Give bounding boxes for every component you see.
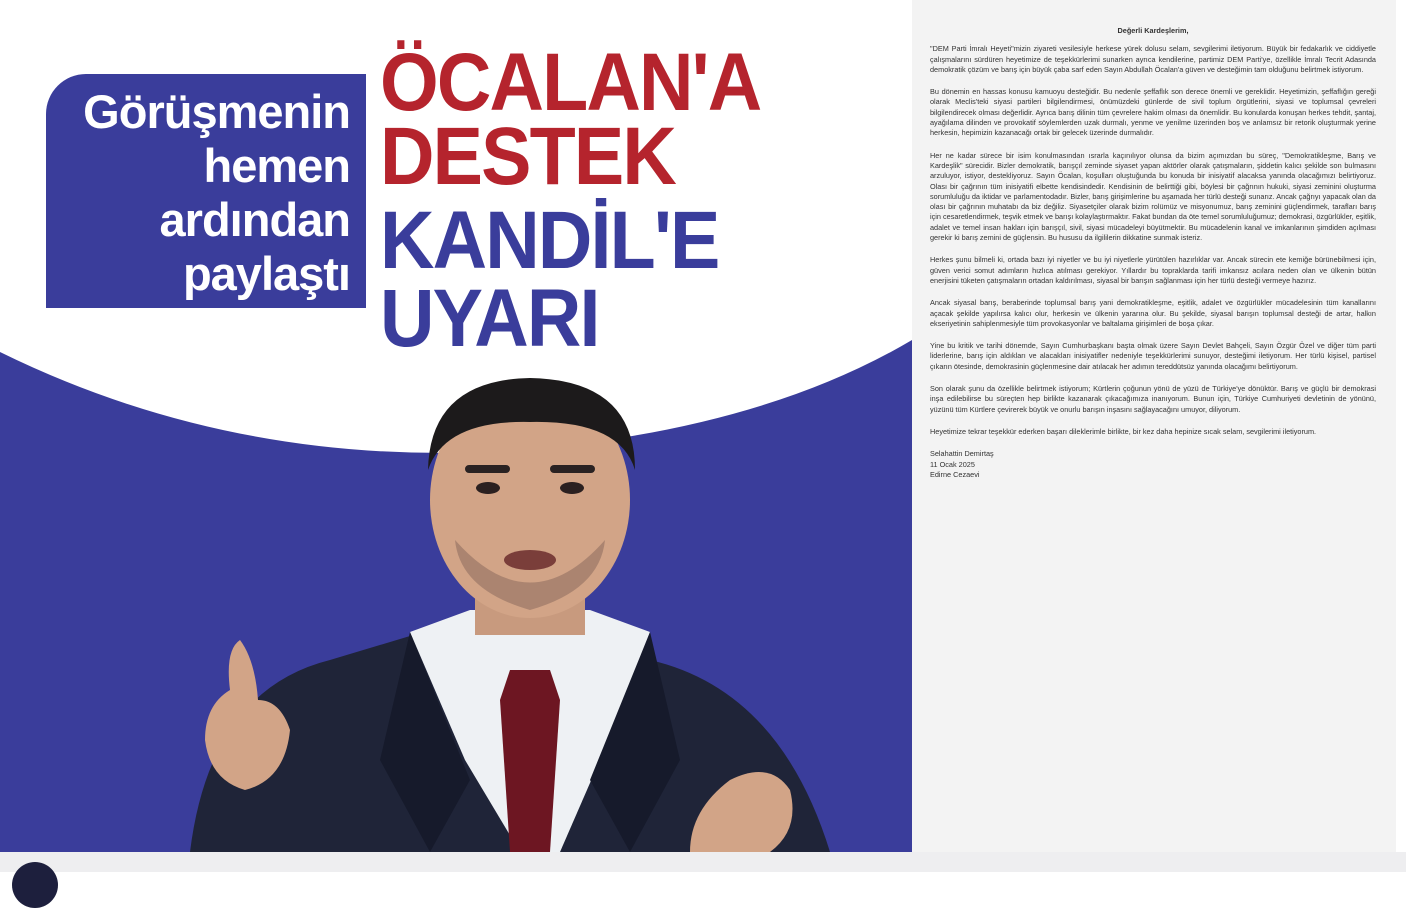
subheading-box bbox=[46, 74, 366, 308]
letter-paragraph: "DEM Parti İmralı Heyeti"mizin ziyareti vesilesiyle herkese yürek dolusu selam, sevgilerimi iletiyorum. Büyük bir fedakarlık ve ciddiyetle çalışmalarını sürdüren heyetimize de teşekkürlerimi sunarken ayrıca kendilerine, partimiz DEM Parti'ye, özellikle İmralı Tecrit Adasında demokratik çözüm ve barış için büyük çaba sarf eden Sayın Abdullah Öcalan'a güven ve desteğimin tam olduğunu belirtmek istiyorum. bbox=[930, 44, 1376, 74]
letter-paragraph: Yine bu kritik ve tarihi dönemde, Sayın Cumhurbaşkanı başta olmak üzere Sayın Devlet Bahçeli, Sayın Özgür Özel ve diğer tüm parti liderlerine, barış için aldıkları ve alacakları inisiyatifler nedeniyle teşekkürlerimi sunuyor, desteğimi iletiyorum. Her türlü kişisel, partisel çıkarın ötesinde, demokrasinin güçlenmesine dair atılacak her adımın tereddütsüz yanında olacağımı belirtiyorum. bbox=[930, 341, 1376, 371]
letter-panel bbox=[912, 0, 1396, 852]
letter-greeting: Değerli Kardeşlerim, bbox=[1117, 26, 1189, 35]
letter-paragraph: Herkes şunu bilmeli ki, ortada bazı iyi niyetler ve bu iyi niyetlerle yürütülen hazırlıklar var. Ancak sürecin ete kemiğe bürünebilmesi için, güven verici somut adımların hızlıca atılması gerekiyor. Yıllardır bu topraklarda tarifi imkansız acılara neden olan ve ülkenin bütün enerjisini tüketen çatışmaların ortadan kaldırılması, siyasal bir barışın sağlanması için her türlü desteği vermeye hazırız. bbox=[930, 255, 1376, 285]
subheading-line: ardından bbox=[159, 193, 350, 246]
signature-place: Edirne Cezaevi bbox=[930, 469, 980, 479]
headline-line-2: DESTEK bbox=[380, 111, 675, 202]
bottom-bar bbox=[0, 852, 1406, 872]
headline-line-3: KANDİL'E bbox=[380, 195, 719, 286]
letter-paragraph: Bu dönemin en hassas konusu kamuoyu desteğidir. Bu nedenle şeffaflık son derece önemli ve gereklidir. Heyetimizin, şeffaflığın gereği olarak Meclis'teki siyasi partileri bilgilendirmesi, önümüzdeki günlerde de sivil toplum örgütlerini, siyasi ve toplumsal çevreleri bilgilendirecek olması değerlidir. Ayrıca barış dilinin tüm çevrelere hakim olması da önemlidir. Bu konularda konuşan herkes tehdit, şantaj, ayağılama dilinden ve provokatif söylemlerden uzak durmalı, yenme ve yenilme üzerinden boş ve anlamsız bir retorik oluşturmak yerine herkesin, hepimizin kazanacağı ortak bir gelecek üzerinde durmalıdır. bbox=[930, 87, 1376, 138]
letter-paragraph: Her ne kadar sürece bir isim konulmasından ısrarla kaçınılıyor olunsa da bizim açımızdan bu süreç, "Demokratikleşme, Barış ve Kardeşlik" sürecidir. Bizler demokratik, barışçıl zeminde siyaset yapan aktörler olarak çatışmaların, şiddetin kalıcı şekilde son bulmasını arzuluyor, istiyor, destekliyoruz. Sayın Öcalan, koşulları oluştuğunda bu konuda bir inisiyatif alacaksa yanında olacağımızı belirtiyoruz. Olası bir çağrının tüm inisiyatifi elbette kendisindedir. Kendisinin de belirttiği gibi, böylesi bir çağrının hukuki, siyasi zeminini oluşturma sorumluluğu da iktidar ve parlamentodadır. Bizler, barış girişimlerine bu aşamada her türlü desteği sunarız. Ancak çağrıyı yapacak olan da olası bir çağrının muhatabı da biz değiliz. Siyasetçiler olarak bizim rolümüz ve misyonumuz, barış zeminini güçlendirmek, tarafları barış için cesaretlendirmek, teşvik etmek ve barışı kolaylaştırmaktır. Fakat bundan da öte temel sorumluluğumuz; demokrasi, özgürlükler, eşitlik, adalet ve temel insan hakları için barışçıl, sivil, siyasi mücadeleyi büyütmektir. Bu mücadelenin kanal ve imkanlarının şimdiden açılması gerekir ki barış zemini de güçlensin. Bu hususu da ilgililerin dikkatine sunmak isteriz. bbox=[930, 150, 1376, 243]
signature-date: 11 Ocak 2025 bbox=[930, 459, 975, 469]
subheading-line: Görüşmenin bbox=[83, 85, 350, 138]
headline-line-1: ÖCALAN'A bbox=[380, 37, 761, 128]
avatar[interactable] bbox=[12, 862, 58, 908]
letter-paragraph: Son olarak şunu da özellikle belirtmek istiyorum; Kürtlerin çoğunun yönü de yüzü de Türkiye'ye dönüktür. Barış ve güçlü bir demokrasi inşa edilebilirse bu süreçten hep birlikte kazanarak çıkacağımıza inanıyorum. Bunun için, Türkiye Cumhuriyeti devletinin de yönünü, yüzünü tüm Kürtlere çevirerek büyük ve onurlu barışın inşasını sağlayacağını umuyor, diliyorum. bbox=[930, 384, 1376, 414]
letter-signature bbox=[930, 449, 1376, 480]
subheading-line: hemen bbox=[203, 139, 350, 192]
letter-paragraph: Heyetimize tekrar teşekkür ederken başarı dileklerimle birlikte, bir kez daha hepinize sıcak selam, sevgilerimi iletiyorum. bbox=[930, 426, 1317, 436]
headline-line-4: UYARI bbox=[380, 273, 599, 364]
speaker-portrait-photo bbox=[130, 360, 890, 852]
signature-name: Selahattin Demirtaş bbox=[930, 449, 994, 459]
letter-body bbox=[930, 26, 1376, 480]
subheading-line: paylaştı bbox=[182, 247, 350, 300]
letter-paragraph: Ancak siyasal barış, beraberinde toplumsal barış yani demokratikleşme, eşitlik, adalet ve özgürlükler mücadelesinin tüm kanallarını açacak şekilde yapılırsa kalıcı olur, herkesin ve ülkenin yararına olur. Bu şekilde, siyasal barışın toplumsal desteği de artar, halkın ekseriyetinin sahiplenmesiyle tüm provokasyonlar ve baltalama girişimleri de boşa çıkar. bbox=[930, 298, 1376, 328]
